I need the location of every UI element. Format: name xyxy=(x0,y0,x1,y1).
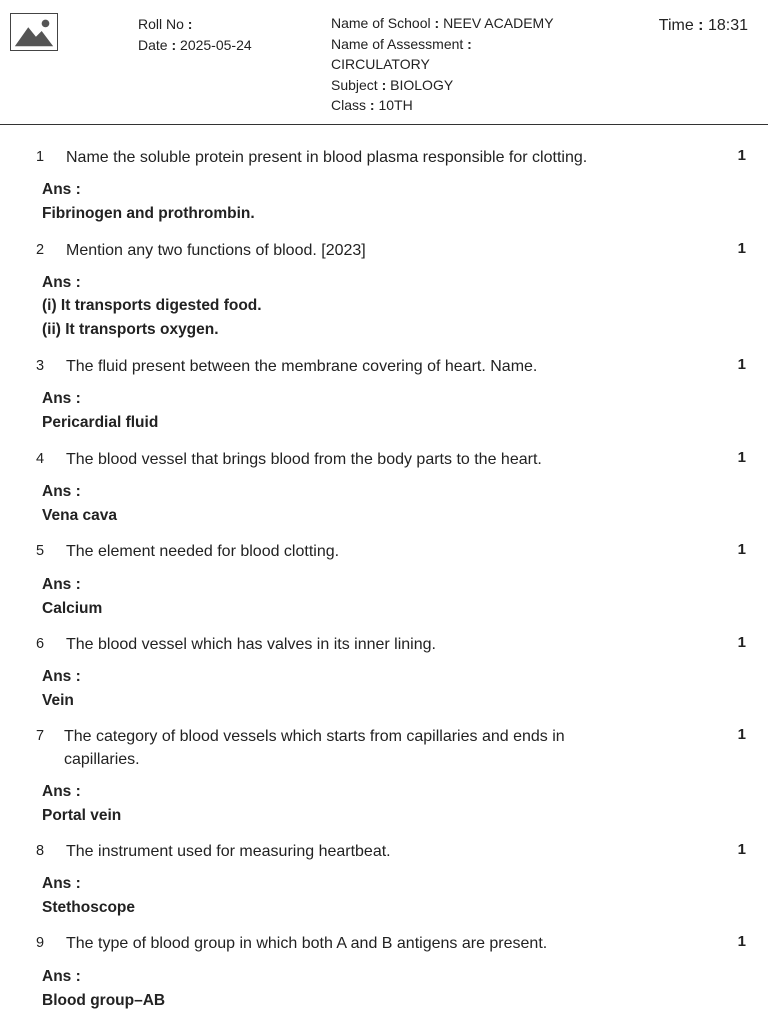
answer-text: Portal vein xyxy=(42,807,122,824)
question-text: The type of blood group in which both A and B antigens are present. xyxy=(66,935,548,952)
question-number: 3 xyxy=(36,358,45,374)
answer-label: Ans : xyxy=(42,274,81,291)
answer-text: Blood group–AB xyxy=(42,992,166,1009)
time-value: 18:31 xyxy=(707,17,748,34)
header-time: Time : 18:31 xyxy=(658,17,748,34)
question-text: The blood vessel which has valves in its inner lining. xyxy=(66,636,436,653)
answer-label: Ans : xyxy=(42,390,81,407)
answer-label: Ans : xyxy=(42,875,81,892)
question-marks: 1 xyxy=(737,356,746,373)
answer-text: Pericardial fluid xyxy=(42,414,159,431)
question-number: 2 xyxy=(36,242,45,258)
answer-text: Vein xyxy=(42,692,74,709)
school-label: Name of School xyxy=(331,15,431,31)
question-text: The category of blood vessels which starts from capillaries and ends in capillaries. xyxy=(64,728,565,768)
question-marks: 1 xyxy=(737,541,746,558)
answer-label: Ans : xyxy=(42,483,81,500)
question-text: The blood vessel that brings blood from the body parts to the heart. xyxy=(66,451,542,468)
answer-text: Stethoscope xyxy=(42,899,136,916)
roll-no-row: Roll No : xyxy=(138,16,193,32)
date-row: Date : 2025-05-24 xyxy=(138,37,252,53)
answer-label: Ans : xyxy=(42,181,81,198)
question-marks: 1 xyxy=(737,240,746,257)
question-number: 8 xyxy=(36,843,45,859)
answer-label: Ans : xyxy=(42,576,81,593)
question-marks: 1 xyxy=(737,449,746,466)
image-placeholder-icon xyxy=(10,13,58,51)
subject-value: BIOLOGY xyxy=(390,76,454,93)
question-text: The instrument used for measuring heartbeat. xyxy=(66,843,391,860)
answer-text: (i) It transports digested food. xyxy=(42,297,262,314)
assessment-value: CIRCULATORY xyxy=(331,56,430,72)
question-marks: 1 xyxy=(737,933,746,950)
question-text: Name the soluble protein present in blood plasma responsible for clotting. xyxy=(66,149,588,166)
answer-text: Vena cava xyxy=(42,507,117,524)
answer-label: Ans : xyxy=(42,968,81,985)
question-marks: 1 xyxy=(737,726,746,743)
question-number: 9 xyxy=(36,935,45,951)
answer-text: Calcium xyxy=(42,600,103,617)
class-value: 10TH xyxy=(378,97,413,113)
question-number: 6 xyxy=(36,636,45,652)
question-number: 5 xyxy=(36,543,45,559)
roll-no-label: Roll No xyxy=(138,16,184,32)
subject-label: Subject xyxy=(331,76,378,93)
question-text: The fluid present between the membrane covering of heart. Name. xyxy=(66,358,538,375)
page-header xyxy=(0,0,768,125)
assessment-row: Name of Assessment : xyxy=(331,35,472,52)
header-assessment-info xyxy=(331,13,554,116)
question-marks: 1 xyxy=(737,634,746,651)
question-marks: 1 xyxy=(737,147,746,164)
assessment-label: Name of Assessment xyxy=(331,35,464,52)
answer-text: Fibrinogen and prothrombin. xyxy=(42,205,255,222)
header-student-info xyxy=(138,14,252,56)
question-number: 7 xyxy=(36,728,45,744)
question-text: The element needed for blood clotting. xyxy=(66,543,340,560)
answer-label: Ans : xyxy=(42,783,81,800)
answer-label: Ans : xyxy=(42,668,81,685)
class-label: Class xyxy=(331,97,367,113)
school-row: Name of School : NEEV ACADEMY xyxy=(331,15,554,31)
question-text: Mention any two functions of blood. [2023] xyxy=(66,242,366,259)
class-row: Class : 10TH xyxy=(331,97,413,113)
time-label: Time xyxy=(658,17,694,34)
question-number: 4 xyxy=(36,451,45,467)
school-value: NEEV ACADEMY xyxy=(443,15,554,31)
date-value: 2025-05-24 xyxy=(180,37,252,53)
subject-row: Subject : BIOLOGY xyxy=(331,76,454,93)
question-marks: 1 xyxy=(737,841,746,858)
question-number: 1 xyxy=(36,149,45,165)
answer-text: (ii) It transports oxygen. xyxy=(42,321,219,338)
date-label: Date xyxy=(138,37,168,53)
